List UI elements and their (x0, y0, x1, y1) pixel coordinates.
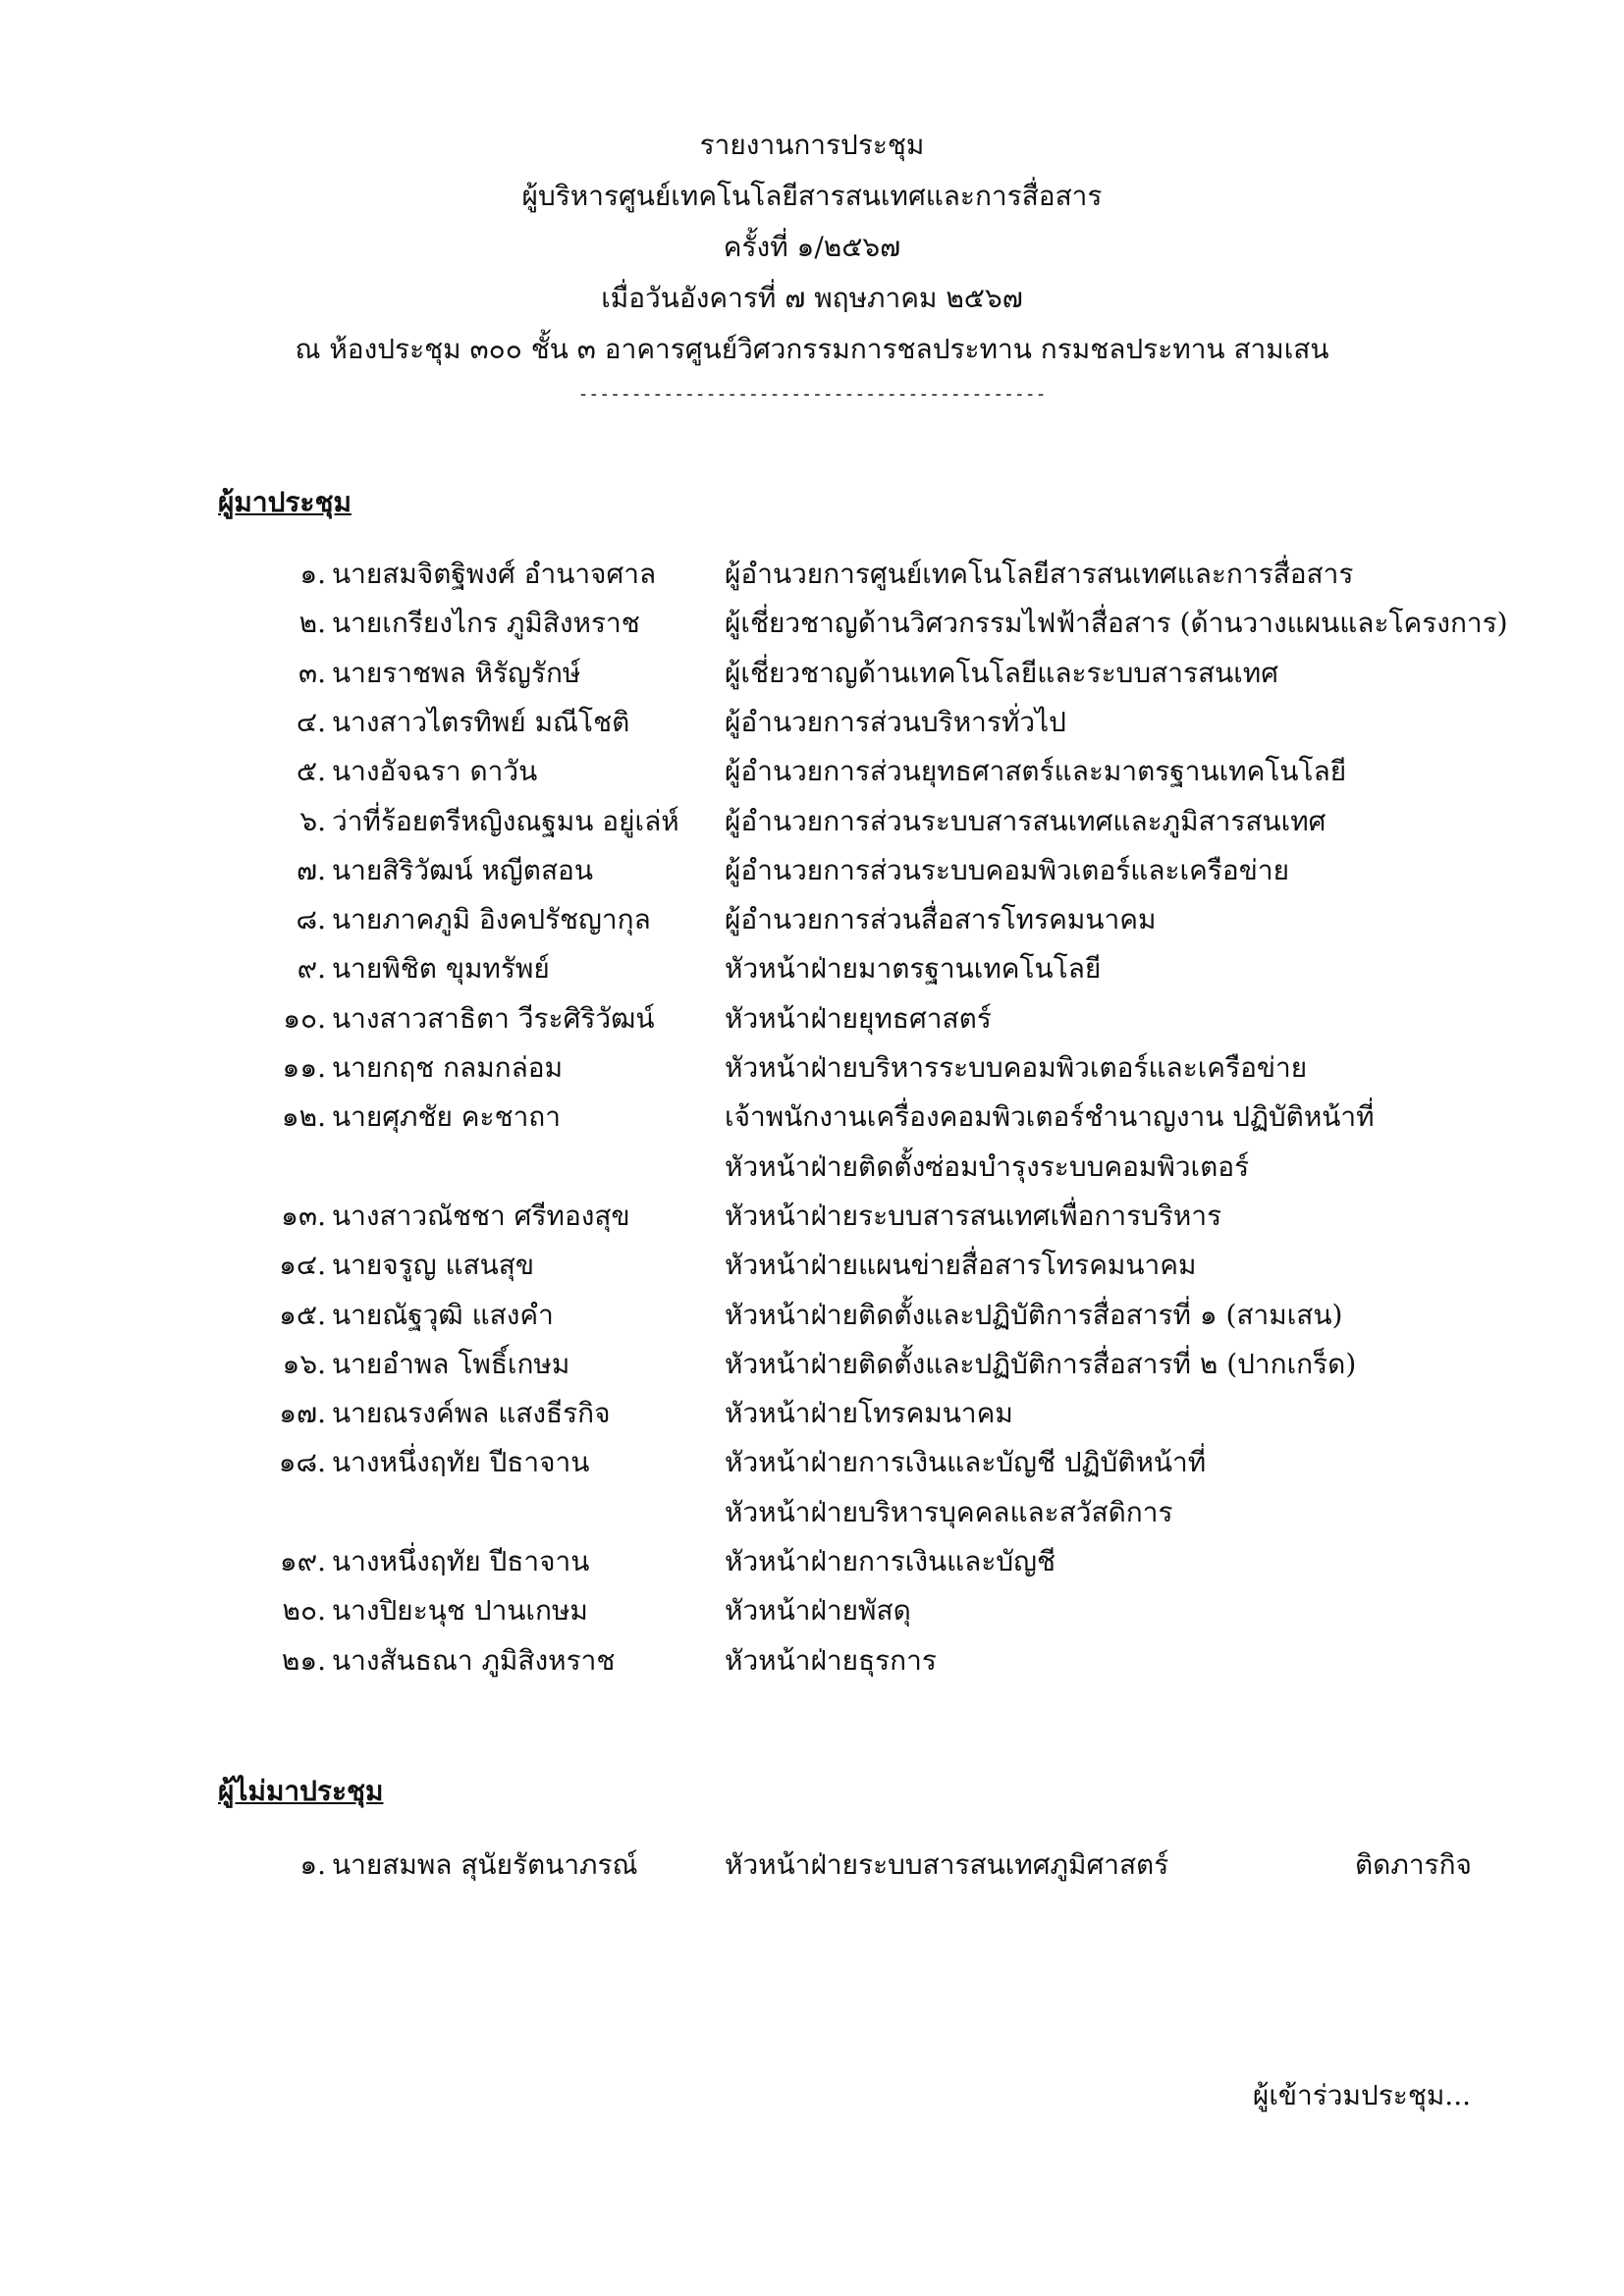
attendee-position: หัวหน้าฝ่ายการเงินและบัญชี (725, 1545, 1056, 1577)
attendee-position: หัวหน้าฝ่ายพัสดุ (725, 1594, 911, 1628)
attendee-position: ผู้อำนวยการส่วนยุทธศาสตร์และมาตรฐานเทคโนโลยี (725, 755, 1347, 788)
attendee-position: หัวหน้าฝ่ายแผนข่ายสื่อสารโทรคมนาคม (725, 1249, 1197, 1282)
attendee-position: ผู้อำนวยการส่วนบริหารทั่วไป (725, 705, 1066, 738)
attendee-position: หัวหน้าฝ่ายระบบสารสนเทศภูมิศาสตร์ (725, 1848, 1169, 1881)
attendee-name: นายณรงค์พล แสงธีรกิจ (332, 1397, 611, 1430)
list-item (0, 846, 1624, 895)
item-number: ๑. (299, 558, 326, 590)
item-number: ๑๗. (279, 1397, 326, 1430)
attendee-position: ผู้อำนวยการส่วนสื่อสารโทรคมนาคม (725, 903, 1157, 936)
attendee-name: นางหนึ่งฤทัย ปีธาจาน (332, 1545, 590, 1577)
item-number: ๒. (298, 607, 326, 640)
list-item (0, 1586, 1624, 1635)
item-number: ๙. (297, 952, 326, 986)
item-number: ๑๔. (279, 1249, 326, 1282)
item-number: ๒๐. (282, 1594, 326, 1628)
attendee-position: หัวหน้าฝ่ายโทรคมนาคม (725, 1397, 1013, 1430)
attendee-name: นางสันธณา ภูมิสิงหราช (332, 1643, 616, 1677)
attendee-name: นายสมพล สุนัยรัตนาภรณ์ (332, 1848, 638, 1881)
attendee-position: ผู้เชี่ยวชาญด้านวิศวกรรมไฟฟ้าสื่อสาร (ด้านวางแผนและโครงการ) (725, 607, 1508, 640)
attendee-name: นายเกรียงไกร ภูมิสิงหราช (332, 607, 640, 640)
report-title: รายงานการประชุม (699, 129, 925, 161)
list-item (0, 1043, 1624, 1093)
list-item (0, 1093, 1624, 1142)
list-item (0, 649, 1624, 698)
attendee-name: นายกฤช กลมกล่อม (332, 1051, 564, 1084)
item-number: ๑๑. (282, 1051, 326, 1084)
attendee-position: หัวหน้าฝ่ายการเงินและบัญชี ปฏิบัติหน้าที่ (725, 1446, 1207, 1479)
item-number: ๑๒. (281, 1100, 326, 1134)
attendee-position: หัวหน้าฝ่ายมาตรฐานเทคโนโลยี (725, 952, 1102, 986)
list-item (0, 994, 1624, 1043)
item-number: ๑๐. (283, 1001, 326, 1035)
attendee-name: นางปิยะนุช ปานเกษม (332, 1594, 588, 1628)
item-number: ๑๕. (279, 1298, 326, 1331)
absent-section-title: ผู้ไม่มาประชุม (218, 1775, 384, 1807)
attendee-position: หัวหน้าฝ่ายยุทธศาสตร์ (725, 1001, 992, 1035)
item-number: ๑. (299, 1848, 326, 1881)
meeting-date: เมื่อวันอังคารที่ ๗ พฤษภาคม ๒๕๖๗ (601, 282, 1023, 314)
list-item (0, 1537, 1624, 1586)
attendee-position-continued: หัวหน้าฝ่ายบริหารบุคคลและสวัสดิการ (725, 1495, 1173, 1528)
attendee-position: หัวหน้าฝ่ายติดตั้งและปฏิบัติการสื่อสารที่ ๑ (สามเสน) (725, 1298, 1343, 1331)
item-number: ๑๓. (281, 1199, 326, 1232)
continuation-note: ผู้เข้าร่วมประชุม... (1252, 2079, 1471, 2111)
attendee-position: เจ้าพนักงานเครื่องคอมพิวเตอร์ชำนาญงาน ปฏิบัติหน้าที่ (725, 1100, 1375, 1134)
list-item (0, 1636, 1624, 1685)
attendee-position: หัวหน้าฝ่ายติดตั้งและปฏิบัติการสื่อสารที่ ๒ (ปากเกร็ด) (725, 1347, 1357, 1380)
attendee-name: นายพิชิต ขุมทรัพย์ (332, 952, 550, 986)
list-item-continuation (0, 1488, 1624, 1537)
list-item (0, 1241, 1624, 1290)
attendee-position: หัวหน้าฝ่ายระบบสารสนเทศเพื่อการบริหาร (725, 1199, 1222, 1232)
header-divider: -------------------------------------------- (577, 384, 1047, 404)
item-number: ๑๖. (282, 1347, 326, 1380)
item-number: ๓. (298, 656, 326, 689)
item-number: ๗. (297, 853, 326, 886)
list-item (0, 1389, 1624, 1438)
list-item (0, 550, 1624, 599)
document-header (0, 120, 1624, 414)
item-number: ๑๘. (278, 1446, 326, 1479)
meeting-number: ครั้งที่ ๑/๒๕๖๗ (723, 231, 901, 263)
attendee-name: ว่าที่ร้อยตรีหญิงณฐมน อยู่เล่ห์ (332, 804, 679, 837)
attendee-name: นายภาคภูมิ อิงคปรัชญากุล (332, 903, 651, 936)
attendee-name: นายสมจิตฐิพงศ์ อำนาจศาล (332, 558, 657, 590)
present-section-title: ผู้มาประชุม (218, 486, 352, 518)
list-item (0, 944, 1624, 993)
list-item (0, 698, 1624, 747)
attendee-name: นางสาวณัชชา ศรีทองสุข (332, 1199, 630, 1232)
attendee-name: นายสิริวัฒน์ หญีตสอน (332, 853, 593, 886)
attendee-name: นางอัจฉรา ดาวัน (332, 755, 538, 788)
list-item (0, 1291, 1624, 1340)
attendee-name: นายอำพล โพธิ์เกษม (332, 1347, 570, 1380)
absence-reason: ติดภารกิจ (1355, 1848, 1472, 1881)
item-number: ๕. (296, 755, 326, 788)
attendee-name: นายราชพล หิรัญรักษ์ (332, 656, 581, 689)
list-item (0, 599, 1624, 648)
organization-name: ผู้บริหารศูนย์เทคโนโลยีสารสนเทศและการสื่อสาร (521, 180, 1103, 212)
attendee-position: ผู้เชี่ยวชาญด้านเทคโนโลยีและระบบสารสนเทศ (725, 656, 1279, 689)
attendee-position: ผู้อำนวยการส่วนระบบคอมพิวเตอร์และเครือข่าย (725, 853, 1289, 886)
item-number: ๖. (299, 804, 326, 837)
attendee-name: นายณัฐวุฒิ แสงคำ (332, 1298, 554, 1331)
list-item (0, 1340, 1624, 1389)
attendee-name: นางสาวสาธิตา วีระศิริวัฒน์ (332, 1001, 655, 1035)
item-number: ๘. (296, 903, 326, 936)
attendee-position: ผู้อำนวยการศูนย์เทคโนโลยีสารสนเทศและการสื่อสาร (725, 558, 1354, 590)
attendee-position: หัวหน้าฝ่ายบริหารระบบคอมพิวเตอร์และเครือข่าย (725, 1051, 1308, 1084)
item-number: ๒๑. (281, 1643, 326, 1677)
list-item (0, 1192, 1624, 1241)
list-item (0, 1841, 1624, 1890)
item-number: ๔. (296, 705, 326, 738)
meeting-location: ณ ห้องประชุม ๓๐๐ ชั้น ๓ อาคารศูนย์วิศวกรรมการชลประทาน กรมชลประทาน สามเสน (295, 333, 1329, 365)
attendee-name: นางหนึ่งฤทัย ปีธาจาน (332, 1446, 590, 1479)
attendee-name: นางสาวไตรทิพย์ มณีโชติ (332, 705, 630, 738)
attendee-position-continued: หัวหน้าฝ่ายติดตั้งซ่อมบำรุงระบบคอมพิวเตอร์ (725, 1149, 1250, 1183)
item-number: ๑๙. (279, 1545, 326, 1577)
list-item-continuation (0, 1143, 1624, 1192)
attendee-name: นายศุภชัย คะชาถา (332, 1100, 561, 1134)
attendee-position: หัวหน้าฝ่ายธุรการ (725, 1643, 937, 1677)
list-item (0, 797, 1624, 846)
list-item (0, 747, 1624, 796)
attendee-name: นายจรูญ แสนสุข (332, 1249, 534, 1282)
attendee-position: ผู้อำนวยการส่วนระบบสารสนเทศและภูมิสารสนเทศ (725, 804, 1326, 837)
list-item (0, 1438, 1624, 1487)
list-item (0, 895, 1624, 944)
